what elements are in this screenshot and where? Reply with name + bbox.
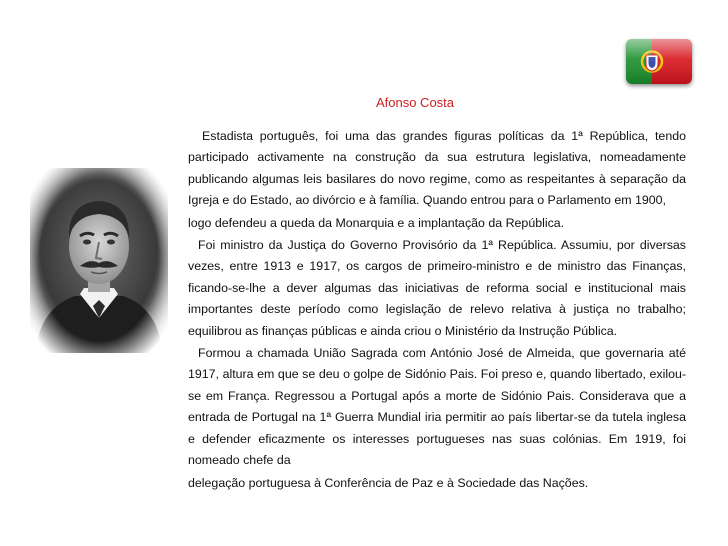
paragraph-1: Estadista português, foi uma das grandes figuras políticas da 1ª República, tendo participado activamente na construção da sua estrutura legislativa, nomeadamente publicando algumas leis basilares do novo regime, como as respeitantes à separação da Igreja e do Estado, ao divórcio e à família. Quando entrou para o Parlamento em 1900, xyxy=(188,129,686,208)
portugal-flag-icon xyxy=(626,39,692,84)
page-title: Afonso Costa xyxy=(375,95,455,110)
portrait-photo xyxy=(30,168,168,353)
paragraph-2: logo defendeu a queda da Monarquia e a implantação da República. xyxy=(188,215,565,230)
biography-text xyxy=(188,126,686,494)
paragraph-5: delegação portuguesa à Conferência de Paz e à Sociedade das Nações. xyxy=(188,475,589,490)
paragraph-3: Foi ministro da Justiça do Governo Provisório da 1ª República. Assumiu, por diversas vezes, entre 1913 e 1917, os cargos de primeiro-ministro e de ministro das Finanças, ficando-se-lhe a dever algumas das iniciativas de reforma social e institucional mais importantes deste período como legislação de relevo relativa à justiça no trabalho; equilibrou as finanças públicas e ainda criou o Ministério da Instrução Pública. xyxy=(188,238,686,338)
paragraph-4: Formou a chamada União Sagrada com António José de Almeida, que governaria até 1917, altura em que se deu o golpe de Sidónio Pais. Foi preso e, quando libertado, exilou-se em França. Regressou a Portugal após a morte de Sidónio Pais. Considerava que a entrada de Portugal na 1ª Guerra Mundial iria permitir ao país libertar-se da tutela inglesa e defender eficazmente os interesses portugueses nas suas colónias. Em 1919, foi nomeado chefe da xyxy=(188,346,686,468)
